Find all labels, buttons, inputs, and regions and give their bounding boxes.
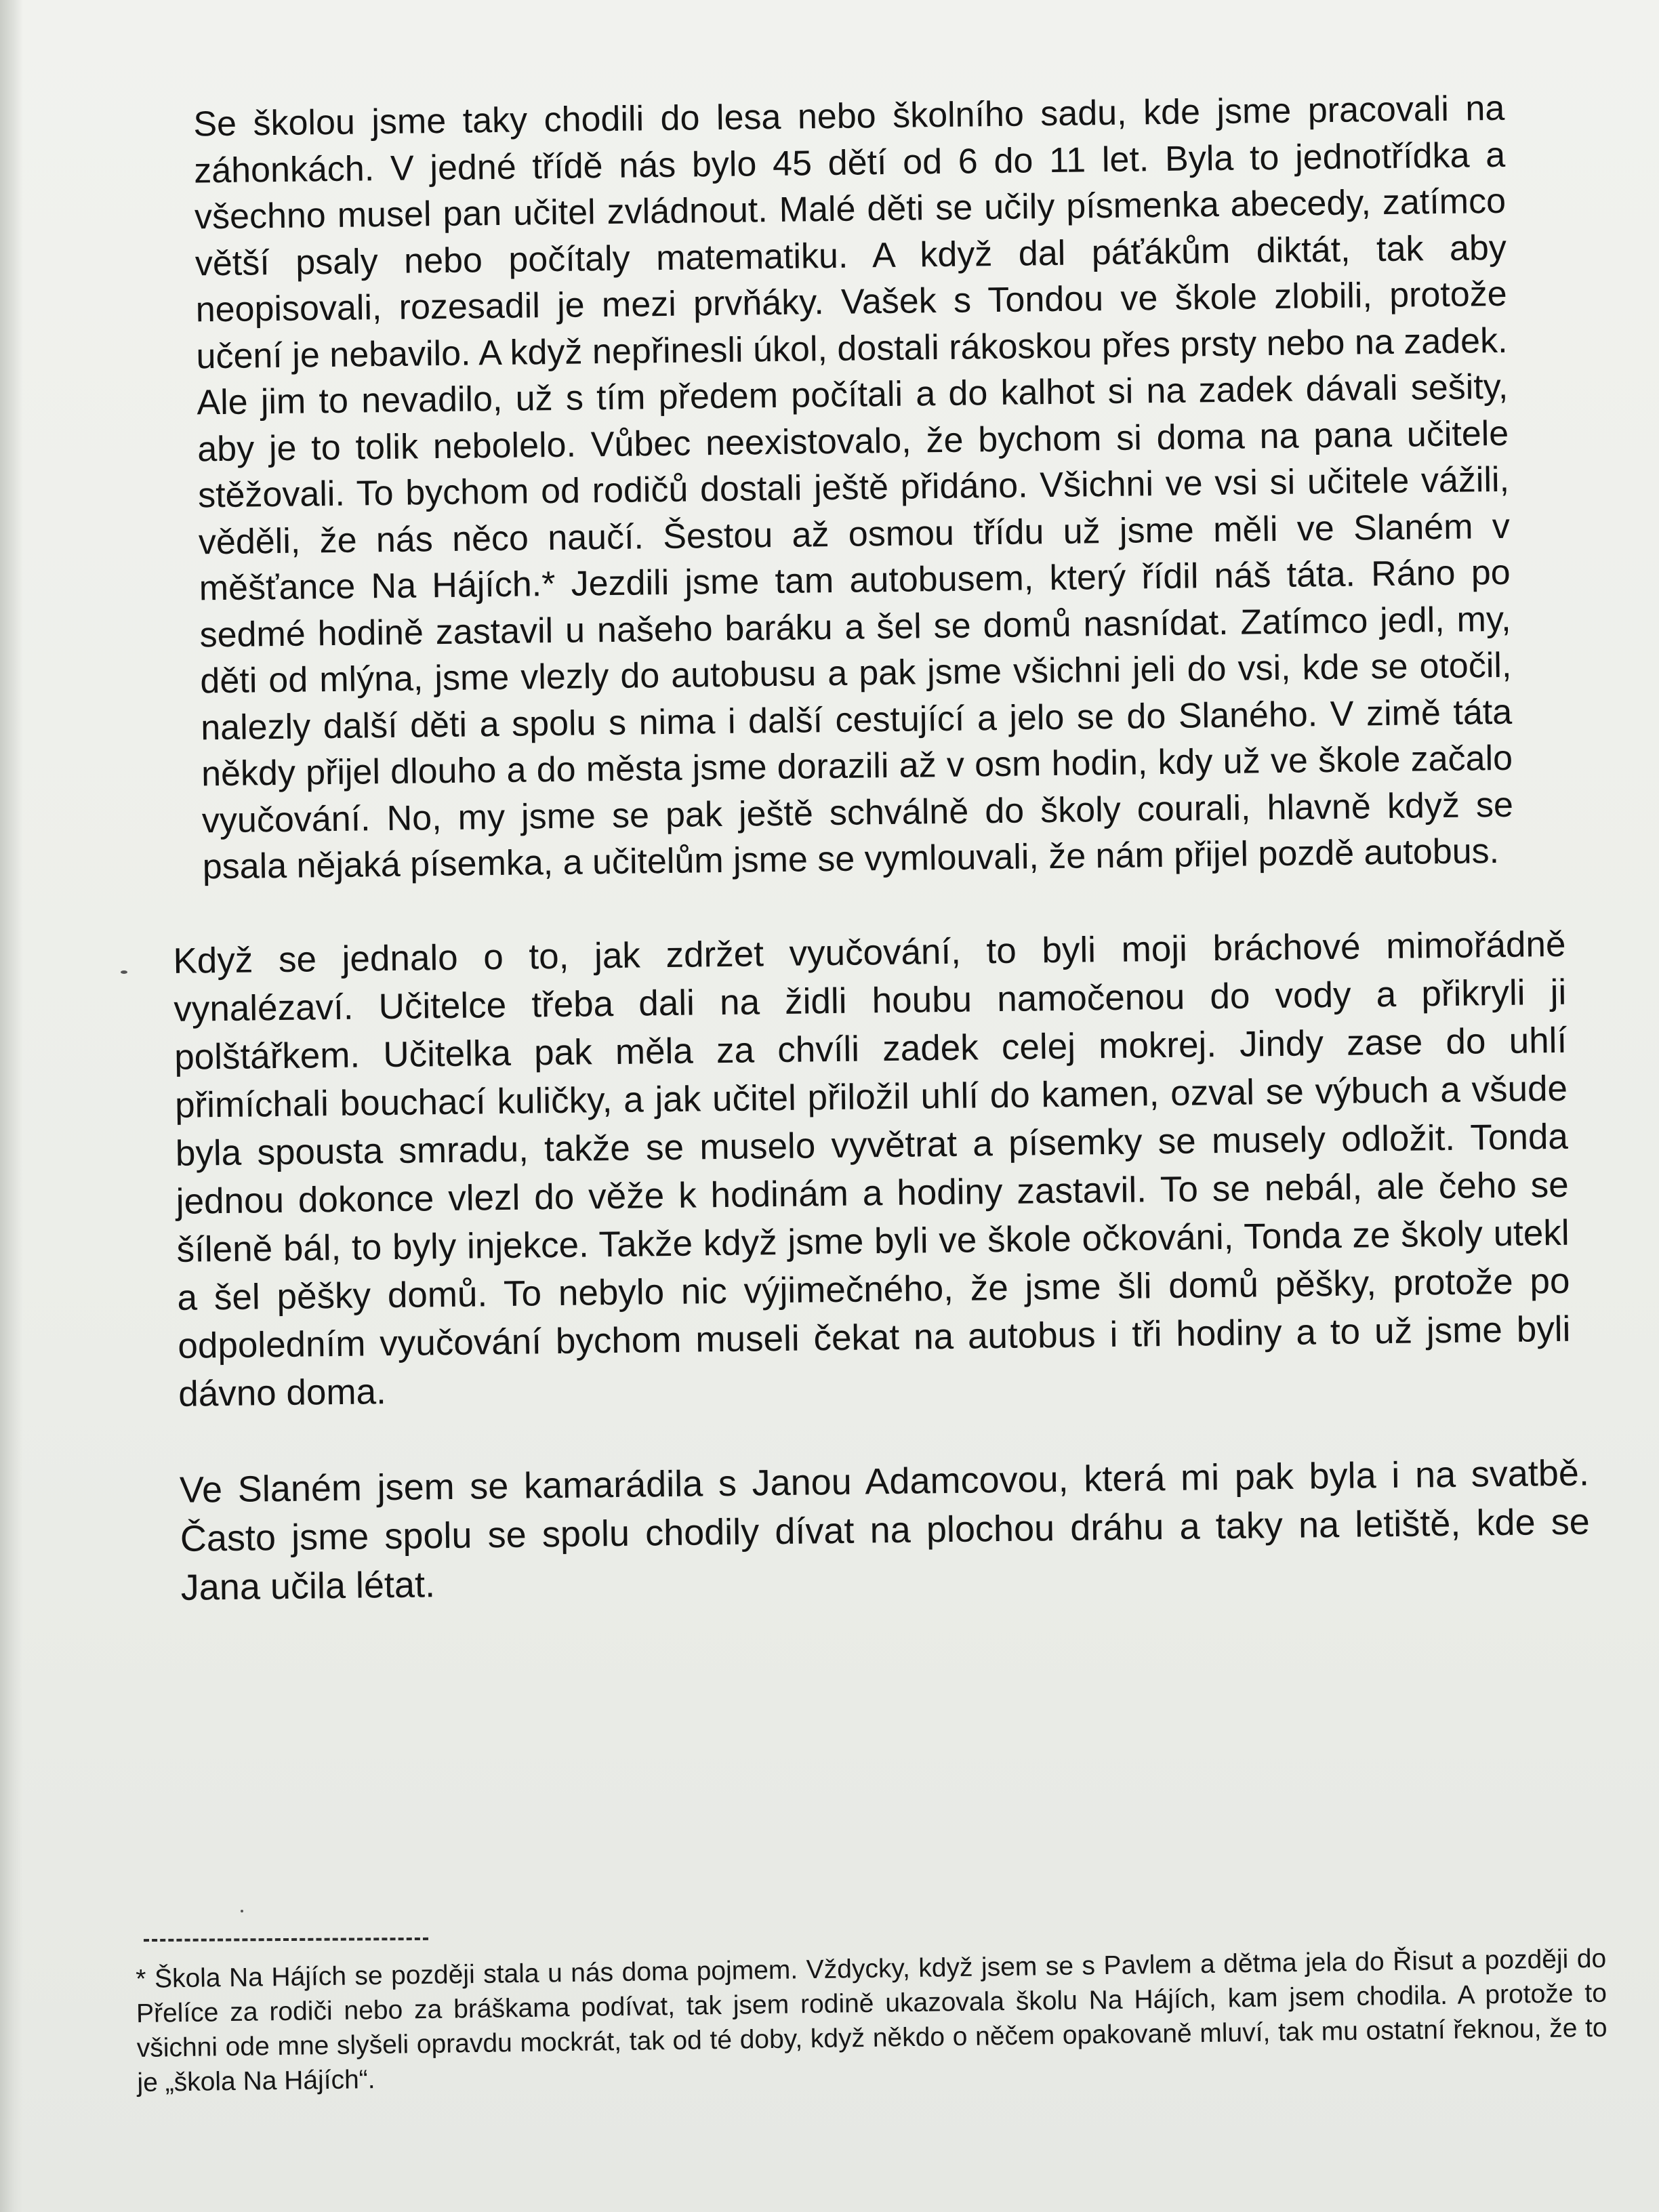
paragraph-friend-jana: Ve Slaném jsem se kamarádila s Janou Adamcovou, která mi pak byla i na svatbě. Často jsme spolu se spolu chodily dívat na plochou dráhu a taky na letiště, kde se Jana učila létat. xyxy=(179,1452,1591,1608)
scan-speck xyxy=(241,1910,243,1912)
footnote-separator xyxy=(144,1938,428,1942)
page-binding-edge xyxy=(0,0,23,2212)
footnote-text: * Škola Na Hájích se později stala u nás doma pojmem. Vždycky, když jsem se s Pavlem a dětma jela do Řisut a později do Přelíce za rodiči nebo za bráškama podívat, tak jsem rodině ukazovala školu Na Hájích, kam jsem chodila. A protože to všichni ode mne slyšeli opravdu mockrát, tak od té doby, když někdo o něčem opakovaně mluví, tak mu ostatní řeknou, že to je „škola Na Hájích“. xyxy=(136,1944,1607,2097)
paragraph-brothers-pranks: Když se jednalo o to, jak zdržet vyučování, to byli moji bráchové mimořádně vynalézaví. Učitelce třeba dali na židli houbu namočenou do vody a přikryli ji polštářkem. Učitelka pak měla za chvíli zadek celej mokrej. Jindy zase do uhlí přimíchali bouchací kuličky, a jak učitel přiložil uhlí do kamen, ozval se výbuch a všude byla spousta smradu, takže se muselo vyvětrat a písemky se musely odložit. Tonda jednou dokonce vlezl do věže k hodinám a hodiny zastavil. To se nebál, ale čeho se šíleně bál, to byly injekce. Takže když jsme byli ve škole očkováni, Tonda ze školy utekl a šel pěšky domů. To nebylo nic výjimečného, že jsme šli domů pěšky, protože po odpoledním vyučování bychom museli čekat na autobus i tři hodiny a to už jsme byli dávno doma. xyxy=(173,924,1571,1414)
body-text xyxy=(163,84,1611,1612)
scan-speck xyxy=(121,970,127,974)
paragraph-school-days: Se školou jsme taky chodili do lesa nebo školního sadu, kde jsme pracovali na záhonkách. V jedné třídě nás bylo 45 dětí od 6 do 11 let. Byla to jednotřídka a všechno musel pan učitel zvládnout. Malé děti se učily písmenka abecedy, zatímco větší psaly nebo počítaly matematiku. A když dal páťákům diktát, tak aby neopisovali, rozesadil je mezi prvňáky. Vašek s Tondou ve škole zlobili, protože učení je nebavilo. A když nepřinesli úkol, dostali rákoskou přes prsty nebo na zadek. Ale jim to nevadilo, už s tím předem počítali a do kalhot si na zadek dávali sešity, aby je to tolik nebolelo. Vůbec neexistovalo, že bychom si doma na pana učitele stěžovali. To bychom od rodičů dostali ještě přidáno. Všichni ve vsi si učitele vážili, věděli, že nás něco naučí. Šestou až osmou třídu už jsme měli ve Slaném v měšťance Na Hájích.* Jezdili jsme tam autobusem, který řídil náš táta. Ráno po sedmé hodině zastavil u našeho baráku a šel se domů nasnídat. Zatímco jedl, my, děti od mlýna, jsme vlezly do autobusu a pak jsme všichni jeli do vsi, kde se otočil, nalezly další děti a spolu s nima i další cestující a jelo se do Slaného. V zimě táta někdy přijel dlouho a do města jsme dorazili až v osm hodin, kdy už ve škole začalo vyučování. No, my jsme se pak ještě schválně do školy courali, hlavně když se psala nějaká písemka, a učitelům jsme se vymlouvali, že nám přijel pozdě autobus. xyxy=(193,88,1514,887)
